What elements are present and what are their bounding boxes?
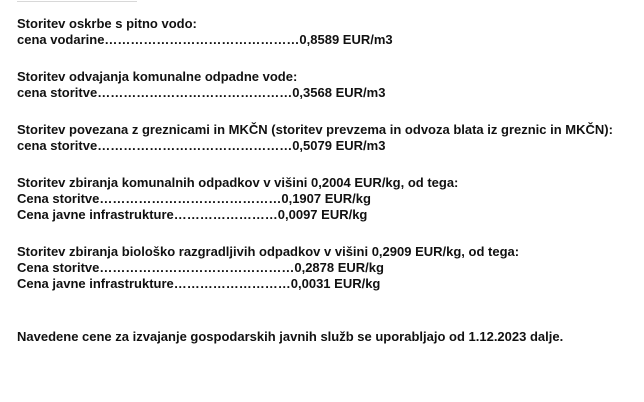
section-heading: Storitev oskrbe s pitno vodo:: [17, 16, 197, 31]
price-line: cena vodarine………………………………………0,8589 EUR/m3: [17, 32, 393, 47]
section-heading: Storitev odvajanja komunalne odpadne vode:: [17, 69, 298, 84]
validity-note-text: Navedene cene za izvajanje gospodarskih javnih služb se uporabljajo od 1.12.2023 dalje.: [17, 329, 564, 344]
septic-tanks-section: [17, 122, 617, 154]
biodegradable-waste-section: [17, 244, 617, 292]
wastewater-section: [17, 69, 617, 101]
drinking-water-section: [17, 16, 617, 48]
cropped-previous-line: [17, 0, 137, 2]
price-line: Cena javne infrastrukture……………………0,0097 EUR/kg: [17, 207, 368, 222]
section-heading: Storitev zbiranja komunalnih odpadkov v višini 0,2004 EUR/kg, od tega:: [17, 175, 459, 190]
section-heading: Storitev zbiranja biološko razgradljivih odpadkov v višini 0,2909 EUR/kg, od tega:: [17, 244, 520, 259]
price-line: Cena javne infrastrukture………………………0,0031 EUR/kg: [17, 276, 381, 291]
price-line: cena storitve………………………………………0,3568 EUR/m3: [17, 85, 386, 100]
validity-note: [17, 329, 617, 345]
price-line: cena storitve………………………………………0,5079 EUR/m3: [17, 138, 386, 153]
section-heading: Storitev povezana z greznicami in MKČN (storitev prevzema in odvoza blata iz greznic in MKČN):: [17, 122, 613, 137]
price-list-document: [17, 16, 617, 345]
municipal-waste-section: [17, 175, 617, 223]
price-line: Cena storitve……………………………………0,1907 EUR/kg: [17, 191, 371, 206]
price-line: Cena storitve………………………………………0,2878 EUR/kg: [17, 260, 384, 275]
